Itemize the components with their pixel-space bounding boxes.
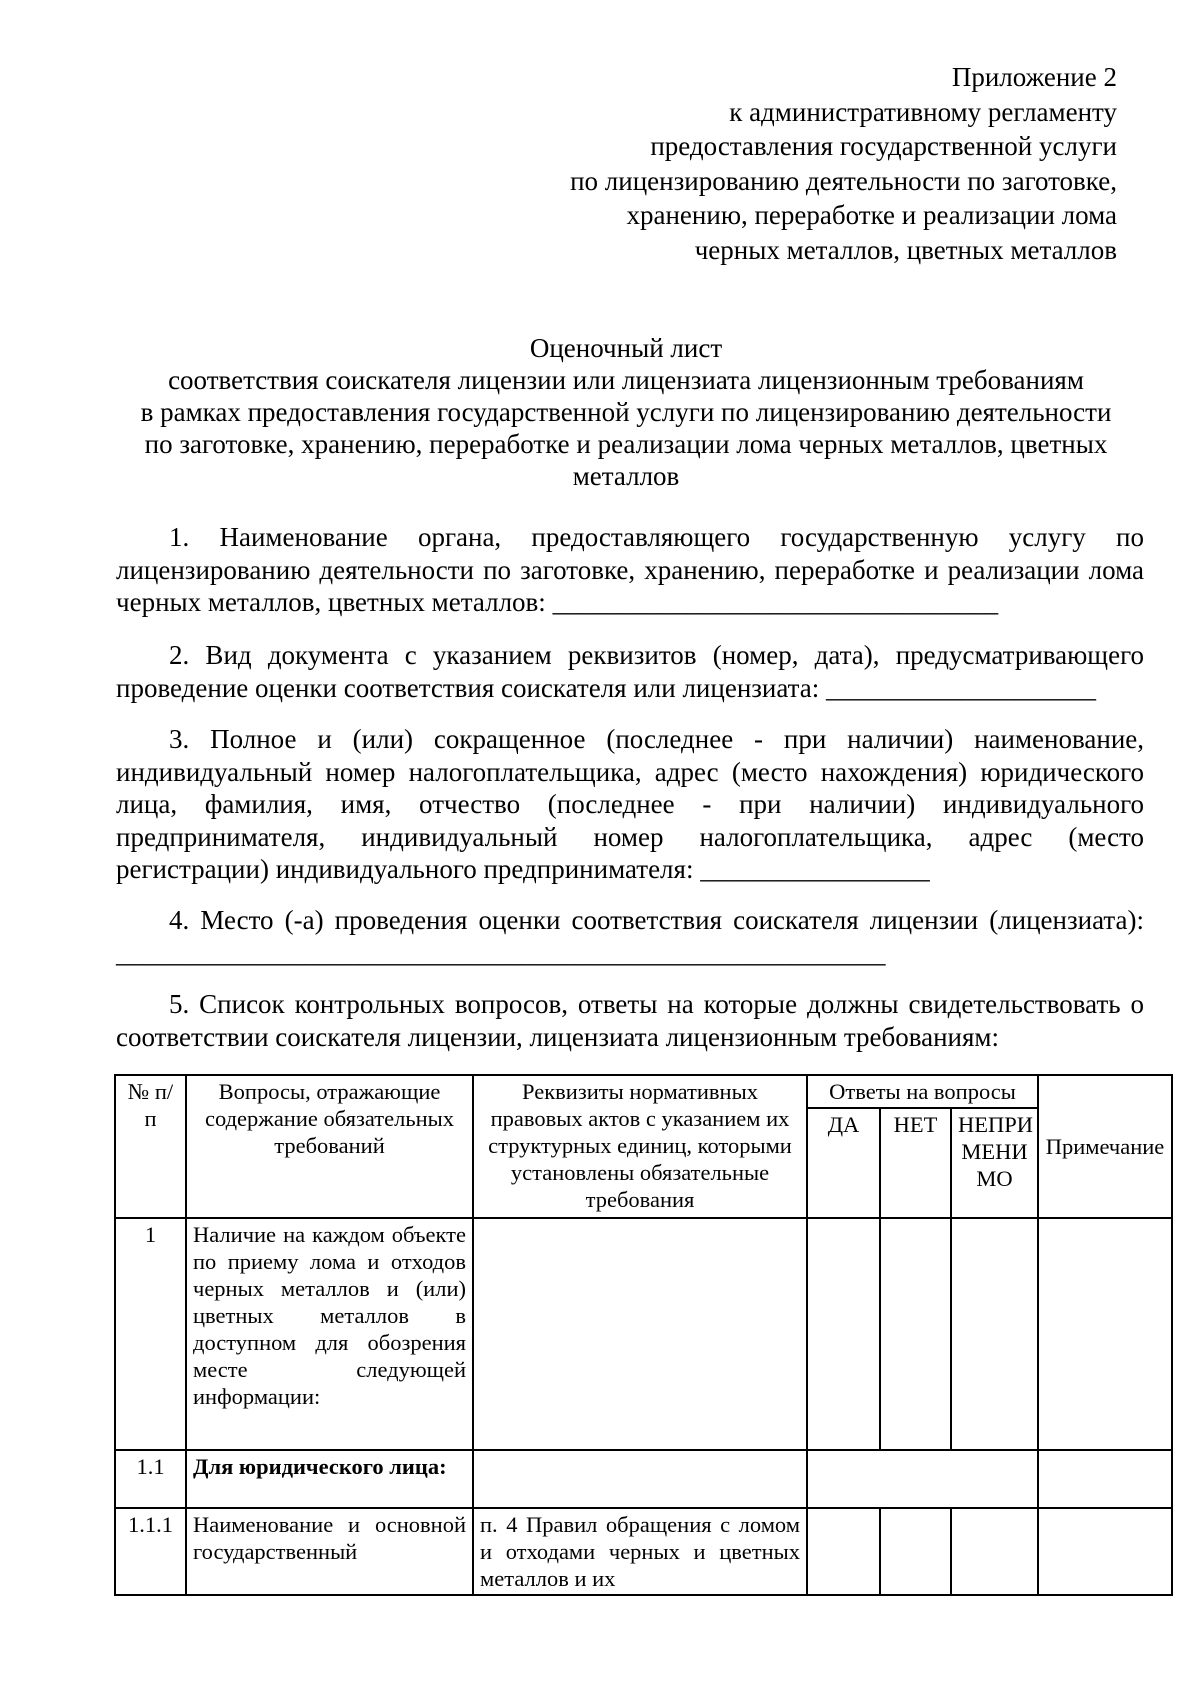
- fill-in-blank[interactable]: _________________________________: [552, 587, 999, 617]
- cell-na[interactable]: [951, 1218, 1038, 1450]
- cell-answers[interactable]: [807, 1450, 1038, 1508]
- fill-in-blank[interactable]: ____________________: [826, 672, 1097, 703]
- cell-no[interactable]: [880, 1508, 951, 1595]
- cell-question: Наличие на каждом объекте по приему лома и отходов черных металлов и (или) цветных металлов в доступном для обозрения месте следующей информации:: [186, 1218, 473, 1450]
- cell-num: 1: [115, 1218, 186, 1450]
- table-row: [115, 1218, 1172, 1450]
- title-line: по заготовке, хранению, переработке и реализации лома черных металлов, цветных: [144, 429, 1108, 459]
- paragraph-text: 3. Полное и (или) сокращенное (последнее - при наличии) наименование, индивидуальный номер налогоплательщика, адрес (место нахождения) юридического лица, фамилия, имя, отчество (последнее - при наличии) индивидуального предпринимателя, индивидуальный номер налогоплательщика, адрес (место регистрации) индивидуального предпринимателя:: [116, 724, 1144, 884]
- header-answers-group: Ответы на вопросы: [807, 1075, 1038, 1108]
- header-no: НЕТ: [880, 1108, 951, 1218]
- cell-question: Для юридического лица:: [186, 1450, 473, 1508]
- cell-question: Наименование и основной государственный: [186, 1508, 473, 1595]
- cell-no[interactable]: [880, 1218, 951, 1450]
- fill-in-blank[interactable]: _________________________________________________________: [116, 937, 886, 968]
- paragraph-1: [116, 521, 1144, 619]
- appendix-line: по лицензированию деятельности по заготовке,: [570, 165, 1117, 196]
- title-line: соответствия соискателя лицензии или лицензиата лицензионным требованиям: [168, 365, 1084, 395]
- cell-num: 1.1.1: [115, 1508, 186, 1595]
- header-num: № п/п: [115, 1075, 186, 1218]
- title-line: Оценочный лист: [529, 333, 723, 363]
- paragraph-4: [116, 904, 1144, 969]
- appendix-header: [570, 60, 1117, 267]
- header-question: Вопросы, отражающие содержание обязательных требований: [186, 1075, 473, 1218]
- table-row: [115, 1450, 1172, 1508]
- header-yes: ДА: [807, 1108, 880, 1218]
- cell-na[interactable]: [951, 1508, 1038, 1595]
- paragraph-text: 1. Наименование органа, предоставляющего государственную услугу по лицензированию деятельности по заготовке, хранению, переработке и реализации лома черных металлов, цветных металлов:: [116, 522, 1144, 617]
- cell-note[interactable]: [1038, 1218, 1172, 1450]
- paragraph-3: [116, 723, 1144, 886]
- paragraph-text: 4. Место (-а) проведения оценки соответствия соискателя лицензии (лицензиата):: [169, 905, 1144, 935]
- header-requisites: Реквизиты нормативных правовых актов с указанием их структурных единиц, которыми установлены обязательные требования: [473, 1075, 807, 1218]
- cell-yes[interactable]: [807, 1508, 880, 1595]
- appendix-line: черных металлов, цветных металлов: [694, 234, 1117, 265]
- fill-in-blank[interactable]: _________________: [700, 854, 930, 884]
- cell-note[interactable]: [1038, 1450, 1172, 1508]
- checklist-table: [114, 1074, 1173, 1596]
- cell-num: 1.1: [115, 1450, 186, 1508]
- cell-requisites: [473, 1450, 807, 1508]
- appendix-line: хранению, переработке и реализации лома: [626, 200, 1117, 230]
- cell-requisites: п. 4 Правил обращения с ломом и отходами черных и цветных металлов и их: [473, 1508, 807, 1595]
- paragraph-text: 2. Вид документа с указанием реквизитов (номер, дата), предусматривающего проведение оценки соответствия соискателя или лицензиата:: [116, 640, 1144, 703]
- header-note: Примечание: [1038, 1075, 1172, 1218]
- appendix-line: предоставления государственной услуги: [650, 131, 1117, 161]
- cell-note[interactable]: [1038, 1508, 1172, 1595]
- appendix-line: к административному регламенту: [729, 96, 1117, 127]
- appendix-line: Приложение 2: [951, 62, 1117, 92]
- paragraph-5: [116, 988, 1144, 1053]
- cell-requisites: [473, 1218, 807, 1450]
- title-line: металлов: [572, 461, 680, 491]
- paragraph-text: 5. Список контрольных вопросов, ответы на которые должны свидетельствовать о соответствии соискателя лицензии, лицензиата лицензионным требованиям:: [116, 989, 1144, 1052]
- table-row: [115, 1508, 1172, 1595]
- document-title: [108, 332, 1144, 492]
- header-na: НЕПРИ МЕНИ МО: [951, 1108, 1038, 1218]
- table-header-row: [115, 1075, 1172, 1108]
- title-line: в рамках предоставления государственной услуги по лицензированию деятельности: [140, 397, 1112, 427]
- cell-yes[interactable]: [807, 1218, 880, 1450]
- paragraph-2: [116, 639, 1144, 704]
